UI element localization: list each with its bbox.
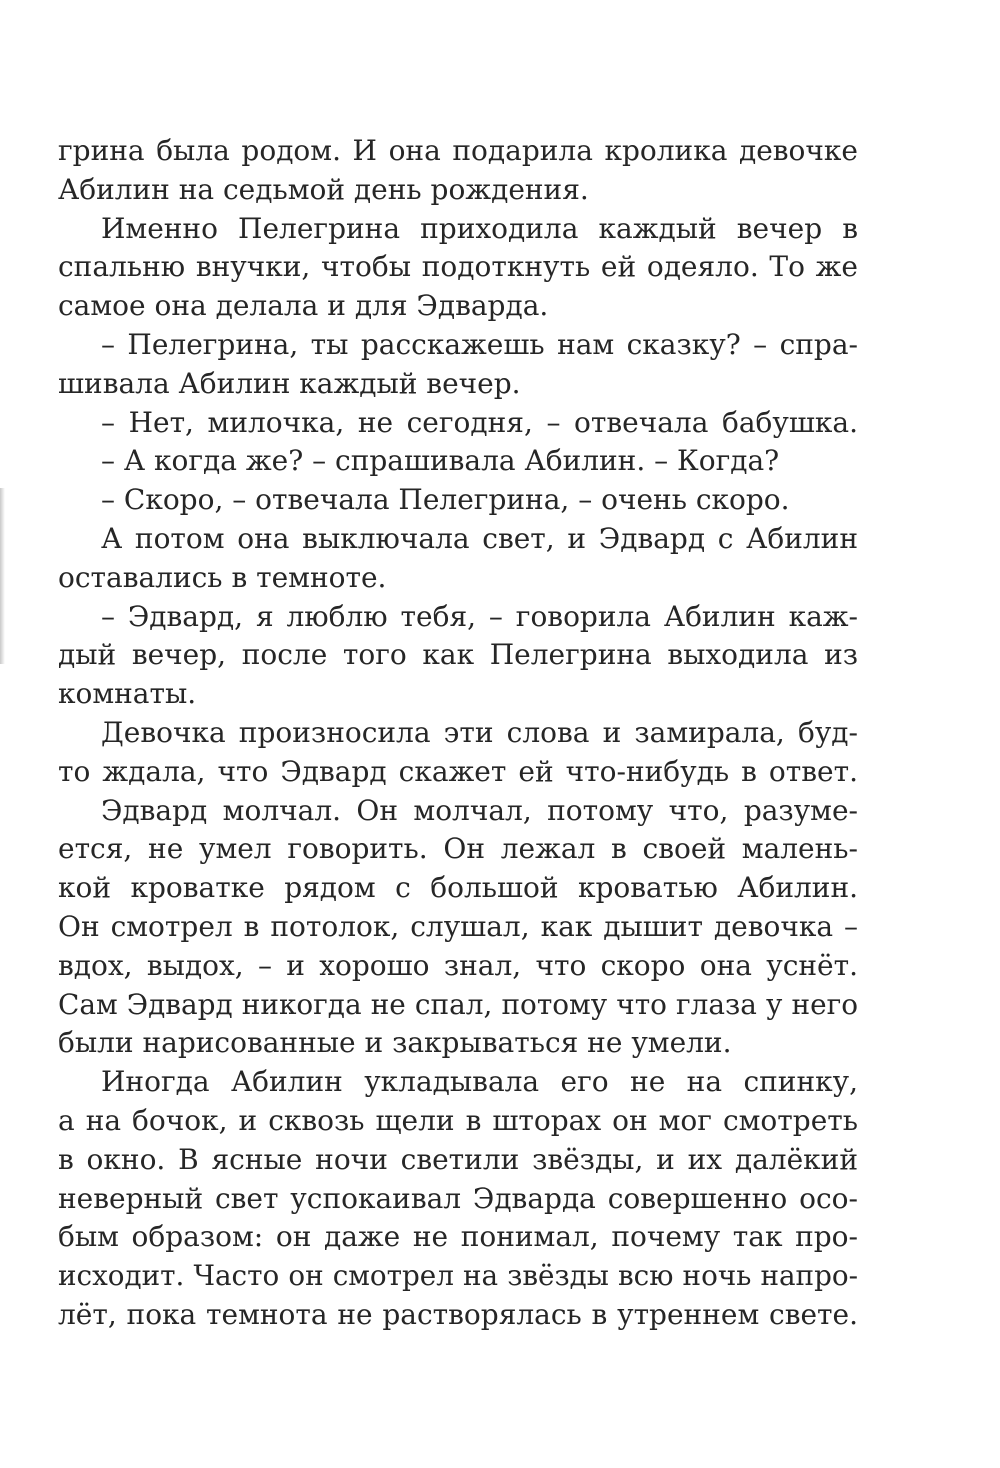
text-line: Именно Пелегрина приходила каждый вечер в (101, 211, 858, 245)
text-line: Он смотрел в потолок, слушал, как дышит девочка – (58, 909, 858, 943)
text-line: Сам Эдвард никогда не спал, потому что глаза у него (58, 987, 858, 1021)
text-line: бым образом: он даже не понимал, почему так про- (58, 1220, 858, 1254)
text-line: а на бочок, и сквозь щели в шторах он мог смотреть (58, 1103, 858, 1137)
text-line: – Эдвард, я люблю тебя, – говорила Абилин каж- (101, 599, 858, 633)
text-line: то ждала, что Эдвард скажет ей что-нибудь в ответ. (58, 754, 858, 788)
text-line: А потом она выключала свет, и Эдвард с Абилин (101, 521, 858, 555)
text-line: неверный свет успокаивал Эдварда совершенно осо- (58, 1181, 858, 1215)
text-line: спальню внучки, чтобы подоткнуть ей одеяло. То же (58, 250, 858, 284)
text-line: шивала Абилин каждый вечер. (58, 366, 521, 400)
text-line: – Нет, милочка, не сегодня, – отвечала бабушка. (101, 405, 858, 439)
text-line: Абилин на седьмой день рождения. (58, 172, 589, 206)
text-line: исходит. Часто он смотрел на звёзды всю ночь напро- (58, 1259, 858, 1293)
text-line: Иногда Абилин укладывала его не на спинку, (101, 1065, 858, 1099)
page-edge-shadow (0, 488, 5, 664)
text-line: кой кроватке рядом с большой кроватью Абилин. (58, 871, 858, 905)
text-line: комнаты. (58, 677, 197, 711)
text-line: в окно. В ясные ночи светили звёзды, и их далёкий (58, 1142, 858, 1176)
text-line: Девочка произносила эти слова и замирала, буд- (101, 715, 858, 749)
text-line: оставались в темноте. (58, 560, 387, 594)
text-line: Эдвард молчал. Он молчал, потому что, разуме- (101, 793, 858, 827)
text-line: ется, не умел говорить. Он лежал в своей малень- (58, 832, 858, 866)
text-line: дый вечер, после того как Пелегрина выходила из (58, 638, 858, 672)
text-line: – Пелегрина, ты расскажешь нам сказку? – спра- (101, 327, 858, 361)
text-line: лёт, пока темнота не растворялась в утреннем свете. (58, 1297, 858, 1331)
text-line: – А когда же? – спрашивала Абилин. – Когда? (101, 444, 780, 478)
text-line: – Скоро, – отвечала Пелегрина, – очень скоро. (101, 483, 790, 517)
text-line: вдох, выдох, – и хорошо знал, что скоро она уснёт. (58, 948, 858, 982)
text-line: грина была родом. И она подарила кролика девочке (58, 134, 858, 167)
text-line: самое она делала и для Эдварда. (58, 289, 549, 323)
text-line: были нарисованные и закрываться не умели. (58, 1026, 732, 1060)
page-body-text (58, 132, 858, 1335)
